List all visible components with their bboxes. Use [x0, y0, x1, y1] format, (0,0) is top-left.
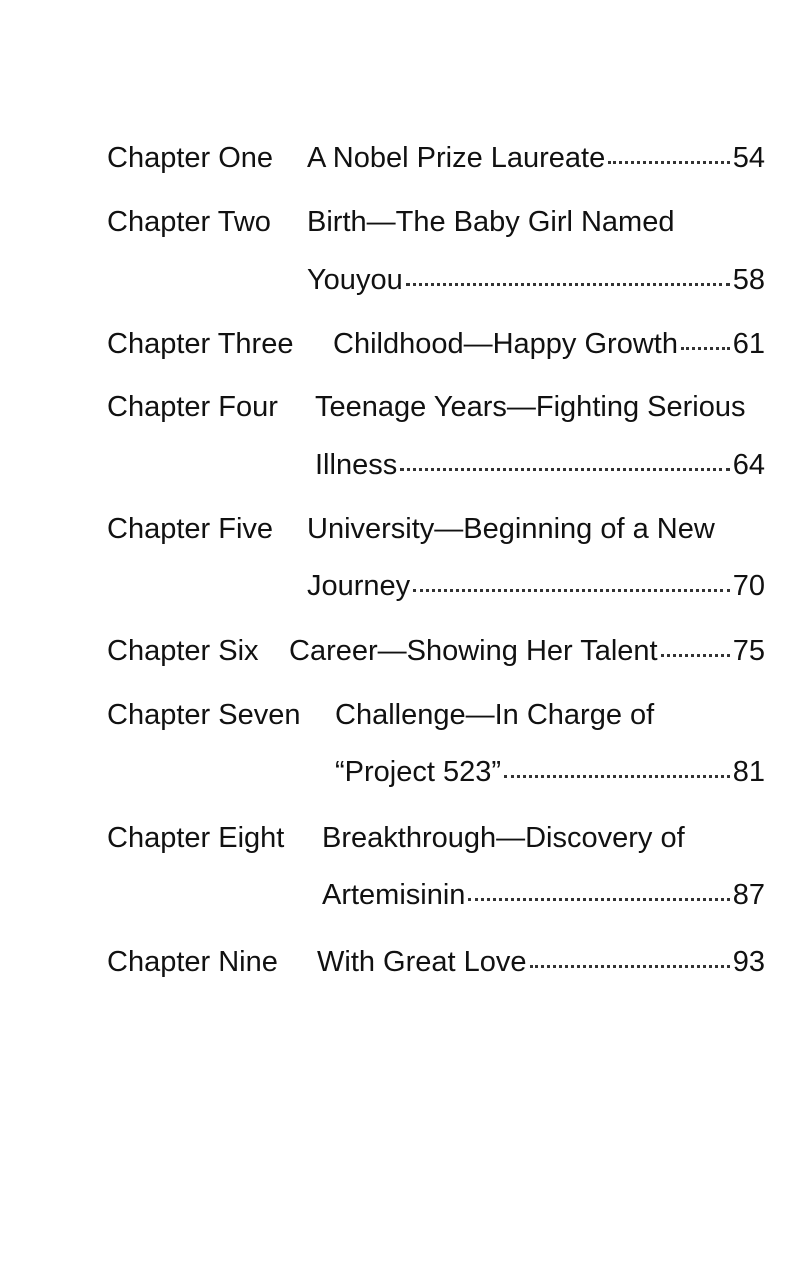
dot-leader: [504, 775, 730, 778]
chapter-label: Chapter Two: [107, 206, 271, 238]
toc-entry-continuation: [315, 451, 765, 480]
toc-entry: [107, 948, 765, 977]
dot-leader: [413, 589, 730, 592]
page-number: 70: [732, 570, 765, 602]
dot-leader: [406, 283, 730, 286]
toc-entry-continuation: [307, 266, 765, 295]
dot-leader: [400, 468, 730, 471]
toc-entry: [107, 330, 765, 359]
dot-leader: [661, 654, 730, 657]
chapter-label: Chapter Seven: [107, 699, 301, 731]
toc-entry: [107, 637, 765, 666]
page-number: 87: [732, 879, 765, 911]
toc-entry-continuation: [335, 758, 765, 787]
chapter-title: Childhood—Happy Growth: [333, 328, 678, 360]
chapter-title: University—Beginning of a New: [307, 513, 715, 545]
toc-entry: [107, 208, 674, 237]
chapter-label: Chapter Nine: [107, 946, 278, 978]
chapter-title: Challenge—In Charge of: [335, 699, 655, 731]
chapter-label: Chapter Six: [107, 635, 259, 667]
toc-entry-continuation: [322, 881, 765, 910]
chapter-title-continuation: Artemisinin: [322, 879, 466, 911]
chapter-title: With Great Love: [317, 946, 527, 978]
chapter-label: Chapter Four: [107, 391, 278, 423]
toc-entry-continuation: [307, 572, 765, 601]
chapter-title-continuation: Illness: [315, 449, 398, 481]
chapter-title: Birth—The Baby Girl Named: [307, 206, 675, 238]
dot-leader: [530, 965, 730, 968]
chapter-title-continuation: Youyou: [307, 264, 403, 296]
page-number: 54: [732, 142, 765, 174]
chapter-title-continuation: “Project 523”: [335, 756, 502, 788]
page-number: 58: [732, 264, 765, 296]
chapter-label: Chapter Eight: [107, 822, 285, 854]
chapter-title: Teenage Years—Fighting Serious: [315, 391, 746, 423]
page-number: 61: [732, 328, 765, 360]
dot-leader: [608, 161, 729, 164]
chapter-label: Chapter Five: [107, 513, 274, 545]
chapter-title: A Nobel Prize Laureate: [307, 142, 606, 174]
dot-leader: [468, 898, 729, 901]
chapter-label: Chapter Three: [107, 328, 294, 360]
chapter-title: Career—Showing Her Talent: [289, 635, 658, 667]
chapter-title-continuation: Journey: [307, 570, 411, 602]
toc-entry: [107, 515, 715, 544]
chapter-title: Breakthrough—Discovery of: [322, 822, 685, 854]
dot-leader: [681, 347, 730, 350]
page-number: 75: [732, 635, 765, 667]
toc-entry: [107, 144, 765, 173]
page-number: 64: [732, 449, 765, 481]
toc-entry: [107, 824, 685, 853]
chapter-label: Chapter One: [107, 142, 274, 174]
toc-entry: [107, 393, 745, 422]
toc-entry: [107, 701, 654, 730]
page-number: 93: [732, 946, 765, 978]
page-number: 81: [732, 756, 765, 788]
